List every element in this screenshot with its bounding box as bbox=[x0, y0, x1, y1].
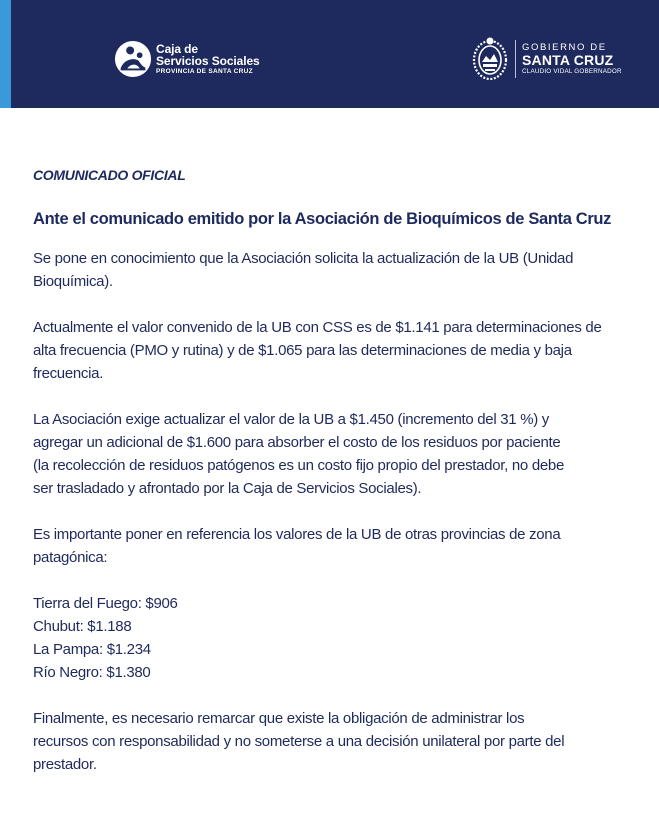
paragraph-current-value: Actualmente el valor convenido de la UB con CSS es de $1.141 para determinaciones de alta frecuencia (PMO y rutina) y de $1.065 para las determinaciones de media y baja frecuencia. bbox=[33, 319, 602, 382]
communique-headline: Ante el comunicado emitido por la Asociación de Bioquímicos de Santa Cruz bbox=[33, 210, 612, 228]
caja-logo-text bbox=[156, 43, 260, 76]
caja-servicios-sociales-logo bbox=[114, 38, 260, 80]
province-values-list bbox=[33, 592, 633, 684]
header-banner bbox=[0, 0, 659, 108]
gobierno-logo-text bbox=[522, 42, 622, 77]
gobierno-logo-line3: CLAUDIO VIDAL GOBERNADOR bbox=[522, 67, 622, 75]
communique-kicker: COMUNICADO OFICIAL bbox=[33, 167, 186, 183]
logo-divider bbox=[515, 40, 516, 78]
provincial-seal-icon bbox=[470, 35, 510, 83]
communique-body bbox=[33, 164, 633, 799]
list-item: Río Negro: $1.380 bbox=[33, 664, 151, 681]
gobierno-logo-line1: GOBIERNO DE bbox=[522, 41, 607, 53]
list-item: Chubut: $1.188 bbox=[33, 618, 132, 635]
list-item: La Pampa: $1.234 bbox=[33, 641, 151, 658]
header-accent-stripe bbox=[0, 0, 11, 108]
caja-logo-line3: PROVINCIA DE SANTA CRUZ bbox=[156, 67, 253, 75]
caja-logo-line2: Servicios Sociales bbox=[156, 53, 260, 68]
paragraph-demand: La Asociación exige actualizar el valor de la UB a $1.450 (incremento del 31 %) y agregar un adicional de $1.600 para absorber el costo de los residuos por paciente (la recolección de residuos patógenos es un costo fijo propio del prestador, no debe ser trasladado y afrontado por la Caja de Servicios Sociales). bbox=[33, 411, 564, 497]
list-item: Tierra del Fuego: $906 bbox=[33, 595, 178, 612]
paragraph-reference: Es importante poner en referencia los valores de la UB de otras provincias de zona patagónica: bbox=[33, 526, 561, 566]
gobierno-santa-cruz-logo bbox=[470, 34, 622, 84]
caja-logo-line1: Caja de bbox=[156, 41, 198, 56]
paragraph-intro: Se pone en conocimiento que la Asociación solicita la actualización de la UB (Unidad Bioquímica). bbox=[33, 250, 574, 290]
paragraph-closing: Finalmente, es necesario remarcar que existe la obligación de administrar los recursos con responsabilidad y no someterse a una decisión unilateral por parte del prestador. bbox=[33, 710, 565, 773]
gobierno-logo-line2: SANTA CRUZ bbox=[522, 51, 614, 68]
family-logo-icon bbox=[114, 40, 152, 78]
